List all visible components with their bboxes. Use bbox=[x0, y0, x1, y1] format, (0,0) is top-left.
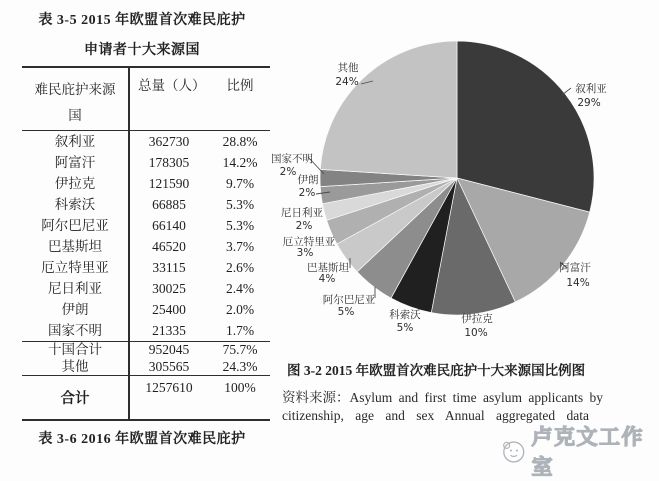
cell-total: 362730 bbox=[128, 131, 210, 152]
cell-country: 国家不明 bbox=[22, 320, 128, 341]
cell-country: 阿尔巴尼亚 bbox=[22, 215, 128, 236]
header-total: 总量（人） bbox=[128, 68, 210, 130]
pie-label-pct: 5% bbox=[338, 306, 355, 318]
cell-country: 伊拉克 bbox=[22, 173, 128, 194]
table-row bbox=[22, 299, 270, 320]
watermark bbox=[501, 421, 659, 481]
cell-total: 21335 bbox=[128, 320, 210, 341]
cell-pct: 1.7% bbox=[210, 320, 270, 341]
pie-label-pct: 2% bbox=[296, 220, 313, 232]
pie-label-pct: 4% bbox=[319, 273, 336, 285]
cell-pct: 3.7% bbox=[210, 236, 270, 257]
table-row bbox=[22, 194, 270, 215]
cell-total: 33115 bbox=[128, 257, 210, 278]
pie-label-name: 科索沃 bbox=[389, 308, 421, 321]
table-3-6-caption: 表 3-6 2016 年欧盟首次难民庇护 bbox=[0, 428, 284, 448]
cell-country: 阿富汗 bbox=[22, 152, 128, 173]
cell-country: 科索沃 bbox=[22, 194, 128, 215]
table-row bbox=[22, 215, 270, 236]
cell-pct: 9.7% bbox=[210, 173, 270, 194]
cell-pct: 28.8% bbox=[210, 131, 270, 152]
cell-pct: 5.3% bbox=[210, 215, 270, 236]
source-text-1: Asylum and first time asylum applicants by bbox=[350, 390, 603, 405]
pie-label-name: 其他 bbox=[338, 61, 359, 74]
pie-label-pct: 5% bbox=[397, 322, 414, 334]
table-3-5-title-line2: 申请者十大来源国 bbox=[0, 39, 284, 59]
cell-country: 其他 bbox=[22, 359, 128, 376]
header-percent: 比例 bbox=[210, 68, 270, 130]
asylum-origin-table bbox=[22, 66, 270, 421]
cell-total: 46520 bbox=[128, 236, 210, 257]
table-header-row bbox=[22, 68, 270, 131]
header-source-country bbox=[22, 68, 128, 130]
pie-label-pct: 3% bbox=[297, 247, 314, 259]
source-line-2: citizenship, age and sex Annual aggregated data bbox=[282, 408, 654, 424]
table-row bbox=[22, 320, 270, 341]
pie-label-pct: 2% bbox=[299, 187, 316, 199]
pie-label-name: 伊拉克 bbox=[461, 312, 493, 325]
cell-country: 十国合计 bbox=[22, 342, 128, 359]
pie-label-name: 叙利亚 bbox=[575, 82, 607, 95]
table-row bbox=[22, 257, 270, 278]
cell-country: 伊朗 bbox=[22, 299, 128, 320]
pie-label-name: 尼日利亚 bbox=[281, 206, 323, 219]
cell-total: 952045 bbox=[128, 342, 210, 359]
pie-label-pct: 10% bbox=[464, 327, 487, 339]
table-3-5-title-line1: 表 3-5 2015 年欧盟首次难民庇护 bbox=[0, 9, 284, 29]
cell-total: 305565 bbox=[128, 359, 210, 376]
table-row bbox=[22, 131, 270, 152]
studio-logo-icon bbox=[501, 438, 527, 465]
cell-country: 尼日利亚 bbox=[22, 278, 128, 299]
cell-country: 厄立特里亚 bbox=[22, 257, 128, 278]
cell-country: 叙利亚 bbox=[22, 131, 128, 152]
total-row-total: 1257610 bbox=[128, 376, 210, 419]
header-source-country-line1: 难民庇护来源 bbox=[35, 77, 116, 103]
table-row bbox=[22, 359, 270, 376]
table-row bbox=[22, 152, 270, 173]
table-row bbox=[22, 236, 270, 257]
cell-total: 66885 bbox=[128, 194, 210, 215]
cell-total: 25400 bbox=[128, 299, 210, 320]
table-total-row bbox=[22, 376, 270, 419]
table-subtotals bbox=[22, 342, 270, 375]
pie-label-pct: 14% bbox=[566, 277, 589, 289]
cell-country: 巴基斯坦 bbox=[22, 236, 128, 257]
table-row bbox=[22, 278, 270, 299]
pie-label-pct: 24% bbox=[335, 76, 358, 88]
pie-chart bbox=[275, 26, 659, 360]
table-body bbox=[22, 131, 270, 341]
cell-total: 121590 bbox=[128, 173, 210, 194]
total-row-pct: 100% bbox=[210, 376, 270, 419]
pie-label-pct: 2% bbox=[280, 166, 297, 178]
pie-label-pct: 29% bbox=[577, 97, 600, 109]
header-source-country-line2: 国 bbox=[68, 103, 82, 129]
watermark-text: 卢克文工作室 bbox=[532, 421, 659, 481]
total-row-label: 合计 bbox=[22, 376, 128, 419]
source-line-1 bbox=[282, 386, 654, 406]
cell-total: 178305 bbox=[128, 152, 210, 173]
pie-label-name: 阿富汗 bbox=[559, 261, 591, 274]
cell-pct: 75.7% bbox=[210, 342, 270, 359]
table-section bbox=[0, 0, 284, 461]
source-label: 资料来源： bbox=[282, 390, 350, 405]
pie-label-name: 伊朗 bbox=[298, 173, 319, 186]
pie-label-name: 厄立特里亚 bbox=[283, 235, 336, 248]
cell-pct: 14.2% bbox=[210, 152, 270, 173]
cell-pct: 24.3% bbox=[210, 359, 270, 376]
pie-label-name: 国家不明 bbox=[271, 152, 313, 165]
cell-total: 66140 bbox=[128, 215, 210, 236]
cell-pct: 2.0% bbox=[210, 299, 270, 320]
cell-pct: 5.3% bbox=[210, 194, 270, 215]
pie-label-name: 巴基斯坦 bbox=[307, 261, 349, 274]
cell-total: 30025 bbox=[128, 278, 210, 299]
table-row bbox=[22, 342, 270, 359]
pie-label-name: 阿尔巴尼亚 bbox=[323, 293, 376, 306]
cell-pct: 2.4% bbox=[210, 278, 270, 299]
table-row bbox=[22, 173, 270, 194]
figure-caption: 图 3-2 2015 年欧盟首次难民庇护十大来源国比例图 bbox=[287, 359, 655, 379]
table-vertical-rule bbox=[128, 68, 130, 419]
cell-pct: 2.6% bbox=[210, 257, 270, 278]
